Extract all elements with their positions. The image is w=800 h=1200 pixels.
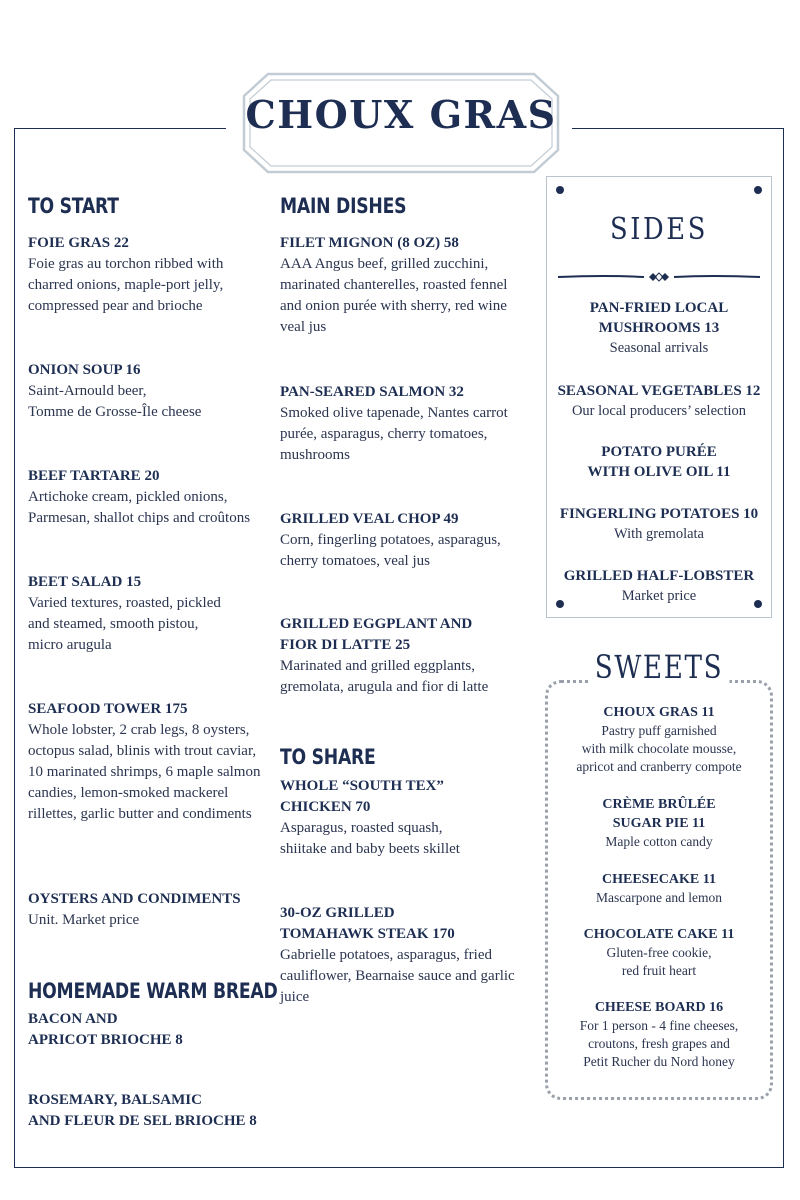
restaurant-name: CHOUX GRAS [245,92,557,137]
item-name: FILET MIGNON (8 OZ) 58 [280,235,459,251]
item-desc: Seasonal arrivals [609,340,709,356]
item-desc: Gluten-free cookie, red fruit heart [606,945,712,978]
section-title-to-start: TO START [28,194,119,218]
side-item-mushrooms [546,298,772,359]
corner-dot-icon [556,186,564,194]
item-name: PAN-SEARED SALMON 32 [280,384,464,400]
item-name: CHOCOLATE CAKE 11 [583,927,735,942]
sweet-item-cheese-board [545,998,773,1071]
bread-item-bacon-apricot: BACON AND APRICOT BRIOCHE 8 [28,1011,183,1048]
item-desc: Varied textures, roasted, pickled and steamed, smooth pistou, micro arugula [28,595,221,653]
item-name: GRILLED EGGPLANT AND FIOR DI LATTE 25 [280,616,473,653]
menu-item-beef-tartare [28,466,268,529]
item-desc: Foie gras au torchon ribbed with charred onions, maple-port jelly, compressed pear and brioche [28,256,224,314]
item-name: SEASONAL VEGETABLES 12 [557,383,761,399]
menu-item-eggplant [280,614,520,698]
corner-dot-icon [754,186,762,194]
section-title-to-share: TO SHARE [280,745,376,769]
section-title-main-dishes: MAIN DISHES [280,194,407,218]
item-desc: Artichoke cream, pickled onions, Parmesan, shallot chips and croûtons [28,489,251,526]
item-name: CHOUX GRAS 11 [603,705,715,720]
sweet-item-cheesecake [545,870,773,907]
item-desc: AAA Angus beef, grilled zucchini, marinated chanterelles, roasted fennel and onion purée with sherry, red wine veal jus [280,256,508,335]
item-desc: Pastry puff garnished with milk chocolate mousse, apricot and cranberry compote [576,723,742,774]
item-name: SEAFOOD TOWER 175 [28,701,188,717]
menu-item-beet-salad [28,572,268,656]
item-name: WHOLE “SOUTH TEX” CHICKEN 70 [280,778,444,815]
menu-item-salmon [280,382,520,466]
item-desc: Unit. Market price [28,912,140,928]
menu-item-tomahawk [280,903,520,1008]
menu-item-filet-mignon [280,233,520,338]
side-item-lobster [546,566,772,607]
item-name: GRILLED HALF-LOBSTER [563,568,755,584]
item-name: 30-OZ GRILLED TOMAHAWK STEAK 170 [280,905,455,942]
section-title-sweets-wrap [566,648,753,686]
item-name: FINGERLING POTATOES 10 [559,506,759,522]
menu-item-chicken [280,776,520,860]
ornament-divider-icon [556,270,762,284]
item-desc: Saint-Arnould beer, Tomme de Grosse-Île cheese [28,383,202,420]
item-desc: Smoked olive tapenade, Nantes carrot purée, asparagus, cherry tomatoes, mushrooms [280,405,508,463]
menu-item-seafood-tower [28,699,268,825]
section-title-sides: SIDES [610,212,708,247]
item-desc: Whole lobster, 2 crab legs, 8 oysters, octopus salad, blinis with trout caviar, 10 marinated shrimps, 6 maple salmon candies, lemon-smoked mackerel rillettes, garlic butter and condiments [28,722,261,822]
menu-item-oysters [28,889,268,931]
item-name: BEET SALAD 15 [28,574,142,590]
item-name: POTATO PURÉE WITH OLIVE OIL 11 [587,444,731,480]
item-desc: Gabrielle potatoes, asparagus, fried cauliflower, Bearnaise sauce and garlic juice [280,947,515,1005]
item-desc: Mascarpone and lemon [596,890,722,905]
side-item-potato-puree [546,442,772,482]
item-name: PAN-FRIED LOCAL MUSHROOMS 13 [589,300,729,336]
menu-item-onion-soup [28,360,268,423]
item-name: CHEESECAKE 11 [602,872,716,887]
item-name: GRILLED VEAL CHOP 49 [280,511,459,527]
item-desc: Maple cotton candy [605,834,713,849]
item-desc: For 1 person - 4 fine cheeses, croutons, fresh grapes and Petit Rucher du Nord honey [579,1018,739,1069]
side-item-fingerling [546,504,772,545]
item-name: CHEESE BOARD 16 [594,1000,724,1015]
item-name: BEEF TARTARE 20 [28,468,160,484]
item-desc: Marinated and grilled eggplants, gremolata, arugula and fior di latte [280,658,489,695]
sweet-item-creme-brulee [545,795,773,851]
item-desc: Our local producers’ selection [571,403,747,419]
item-desc: With gremolata [613,526,704,542]
section-title-bread: HOMEMADE WARM BREAD [28,979,278,1003]
item-desc: Market price [621,588,697,604]
sweet-item-chocolate-cake [545,925,773,980]
item-desc: Corn, fingerling potatoes, asparagus, cherry tomatoes, veal jus [280,532,501,569]
item-name: OYSTERS AND CONDIMENTS [28,891,241,907]
side-item-vegetables [546,381,772,422]
bread-item-rosemary: ROSEMARY, BALSAMIC AND FLEUR DE SEL BRIOCHE 8 [28,1092,257,1129]
item-name: CRÈME BRÛLÉE SUGAR PIE 11 [602,797,716,831]
section-title-sweets: SWEETS [588,648,730,686]
sweet-item-choux-gras [545,703,773,776]
menu-item-foie-gras [28,233,268,317]
item-name: FOIE GRAS 22 [28,235,129,251]
item-name: ONION SOUP 16 [28,362,141,378]
item-desc: Asparagus, roasted squash, shiitake and baby beets skillet [280,820,460,857]
menu-item-veal-chop [280,509,520,572]
